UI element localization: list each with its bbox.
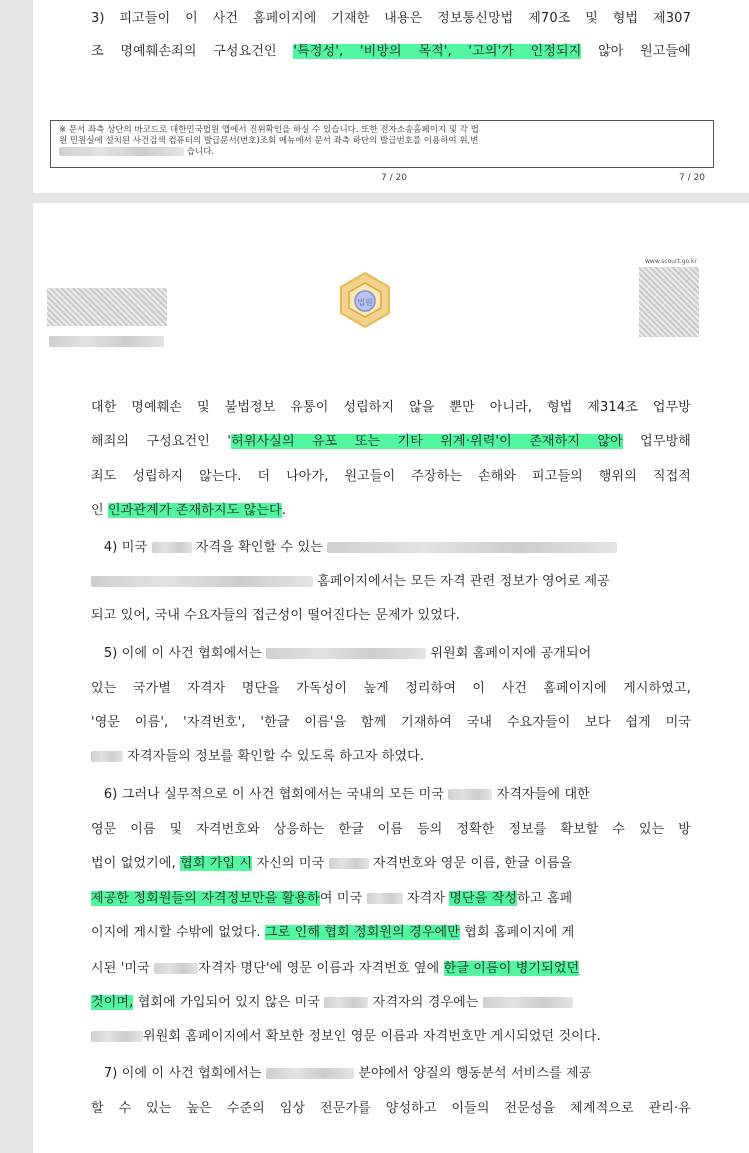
barcode-left [47, 288, 167, 326]
notice-text: 습니다. [186, 147, 215, 157]
redacted-text [329, 858, 369, 869]
text-span: . [281, 503, 287, 518]
text-span: 자격자의 경우에는 [372, 995, 479, 1010]
redacted-text [327, 542, 617, 553]
text-span: 법이 없었기에, [91, 856, 181, 871]
text-span: 자격자들에 대한 [496, 787, 590, 802]
text-span: 여 미국 [319, 891, 363, 906]
text-span: 인 [91, 503, 108, 518]
text-span: 6) 그러나 실무적으로 이 사건 협회에서는 국내의 모든 미국 [103, 787, 445, 802]
text-span: 자격을 확인할 수 있는 [195, 540, 324, 555]
page-number-right: 7 / 20 [679, 173, 705, 183]
text-line [91, 433, 691, 451]
text-span: 5) 이에 이 사건 협회에서는 [103, 646, 262, 661]
text-line: 있는 국가별 자격자 명단을 가독성이 높게 정리하여 이 사건 홈페이지에 게시하였고, [91, 681, 691, 696]
text-line [91, 786, 691, 804]
notice-line: 원 민원실에 설치된 사건검색 컴퓨터의 발급문서(번호)조회 메뉴에서 문서 좌측 하단의 발급번호를 이용하여 위,변 [59, 136, 479, 146]
redacted-text [91, 751, 123, 762]
highlighted-text: 한글 이름이 병기되었던 [443, 961, 580, 976]
text-line: 영문 이름 및 자격번호와 상응하는 한글 이름 등의 정확한 정보를 확보할 수 있는 방 [91, 822, 691, 837]
redacted-text [91, 1031, 143, 1042]
highlighted-text: 명단을 작성 [449, 891, 518, 906]
text-span: 자신의 미국 [252, 856, 325, 871]
highlighted-text: '특정성', '비방의 목적', '고의'가 인정되지 [293, 44, 582, 59]
text-line [91, 748, 691, 766]
text-span: 자격번호와 영문 이름, 한글 이름을 [372, 856, 573, 871]
text-line: 대한 명예훼손 및 불법정보 유통이 성립하지 않을 뿐만 아니라, 형법 제314조 업무방 [91, 400, 691, 415]
court-url: www.scourt.go.kr [645, 258, 697, 265]
text-line [91, 1028, 691, 1046]
document-page-8 [33, 203, 749, 1153]
text-span: 홈페이지에서는 모든 자격 관련 정보가 영어로 제공 [317, 574, 610, 589]
redacted-text [324, 997, 368, 1008]
redacted-text [448, 789, 492, 800]
court-seal-icon [337, 271, 393, 329]
text-span: 조 명예훼손죄의 구성요건인 [91, 44, 294, 59]
text-line [91, 924, 691, 942]
text-line [91, 43, 691, 61]
notice-line: ※ 문서 좌측 상단의 바코드로 대한민국법원 앱에서 진위확인을 하실 수 있습니다. 또한 전자소송홈페이지 및 각 법 [59, 125, 479, 135]
text-line [91, 539, 691, 557]
document-page-7 [33, 0, 749, 193]
redacted-text [266, 1068, 354, 1079]
verification-notice-box [50, 120, 714, 168]
text-span: 자격자들의 정보를 확인할 수 있도록 하고자 하였다. [127, 749, 425, 764]
highlighted-text: 협회 가입 시 [180, 856, 253, 871]
page-number-center: 7 / 20 [381, 173, 407, 183]
text-span: 7) 이에 이 사건 협회에서는 [103, 1066, 262, 1081]
highlighted-text: 제공한 정회원들의 자격정보만을 활용하 [91, 891, 320, 906]
seal-text: 법원 [357, 298, 373, 307]
text-line [91, 890, 691, 908]
text-span: 위원회 홈페이지에 공개되어 [430, 646, 592, 661]
redacted-text [367, 893, 403, 904]
text-span: 하고 홈페 [517, 891, 573, 906]
highlighted-text: 그로 인해 협회 정회원의 경우에만 [264, 925, 460, 940]
redacted-text [154, 963, 198, 974]
text-line [91, 645, 691, 663]
text-line [91, 960, 691, 978]
text-span: 자격자 [406, 891, 450, 906]
redacted-text [152, 542, 192, 553]
redacted-text [483, 997, 573, 1008]
text-span: 해죄의 구성요건인 ' [91, 434, 232, 449]
text-span: 협회 홈페이지에 게 [459, 925, 575, 940]
text-line [91, 502, 691, 520]
text-span: 위원회 홈페이지에서 확보한 정보인 영문 이름과 자격번호만 게시되었던 것이다. [143, 1029, 601, 1044]
highlighted-text: 허위사실의 유포 또는 기타 위계·위력'이 존재하지 않아 [231, 434, 623, 449]
highlighted-text: 인과관계가 존재하지도 않는다 [108, 503, 282, 518]
text-line: 되고 있어, 국내 수요자들의 접근성이 떨어진다는 문제가 있었다. [91, 608, 460, 623]
text-span: 협회에 가입되어 있지 않은 미국 [133, 995, 321, 1010]
text-line: '영문 이름', '자격번호', '한글 이름'을 함께 기재하여 국내 수요자들이 보다 쉽게 미국 [91, 715, 691, 730]
notice-line [59, 147, 705, 158]
text-line [91, 573, 691, 591]
text-line: 할 수 있는 높은 수준의 임상 전문가를 양성하고 이들의 전문성을 체계적으로 관리·유 [91, 1101, 691, 1116]
text-span: 4) 미국 [103, 540, 148, 555]
text-span: 분야에서 양질의 행동분석 서비스를 제공 [358, 1066, 592, 1081]
redacted-issue-number [49, 336, 164, 347]
text-span: 않아 원고들에 [581, 44, 691, 59]
highlighted-text: 것이며, [91, 995, 134, 1010]
text-line: 3) 피고들이 이 사건 홈페이지에 기재한 내용은 정보통신망법 제70조 및 형법 제307 [91, 11, 691, 26]
text-line [91, 1065, 691, 1083]
redacted-text [59, 147, 184, 156]
text-line [91, 994, 691, 1012]
text-line: 죄도 성립하지 않는다. 더 나아가, 원고들이 주장하는 손해와 피고들의 행위의 직접적 [91, 469, 691, 484]
text-span: 업무방해 [622, 434, 691, 449]
qr-code-right [639, 267, 699, 337]
text-span: 시된 '미국 [91, 961, 150, 976]
text-span: 이지에 게시할 수밖에 없었다. [91, 925, 265, 940]
text-span: 자격자 명단'에 영문 이름과 자격번호 옆에 [198, 961, 444, 976]
text-line [91, 855, 691, 873]
redacted-text [91, 576, 313, 587]
redacted-text [266, 648, 426, 659]
